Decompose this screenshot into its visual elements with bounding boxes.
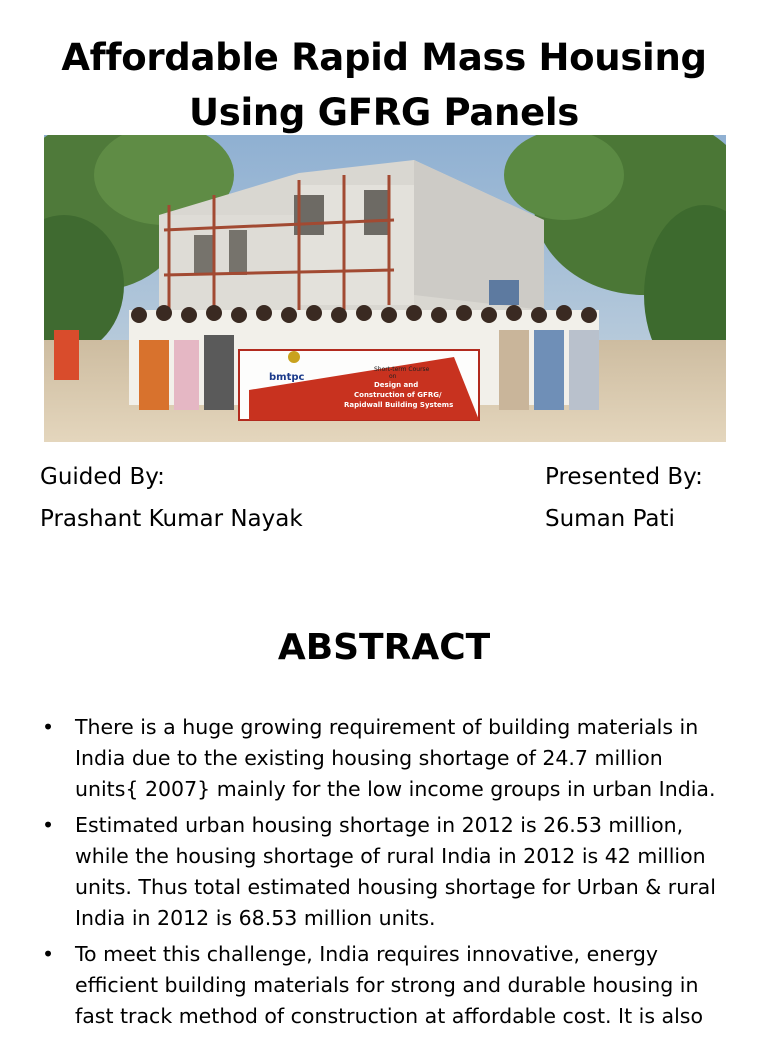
bullet-item: • There is a huge growing requirement of building materials in India due to the existing housing shortage of 24.7 million units{ 2007} mainly for the low income groups in urban India.	[40, 712, 730, 805]
banner-logo: bmtpc	[269, 372, 305, 383]
banner-line-2: on	[389, 373, 397, 380]
presented-by-block	[545, 456, 703, 540]
banner-line-1: Short-term Course	[374, 366, 430, 373]
abstract-heading: ABSTRACT	[277, 627, 491, 668]
abstract-bullet-list	[40, 712, 730, 1037]
page-title	[0, 30, 768, 140]
title-line-2: Using GFRG Panels	[189, 91, 579, 134]
guided-by-name: Prashant Kumar Nayak	[40, 506, 303, 532]
banner-line-5: Rapidwall Building Systems	[344, 401, 454, 409]
course-banner	[239, 350, 479, 420]
bullet-item: • To meet this challenge, India requires innovative, energy efficient building materials for strong and durable housing in fast track method of construction at affordable cost. It is also	[40, 939, 730, 1032]
group-photo	[44, 135, 726, 442]
presented-by-label: Presented By:	[545, 464, 703, 490]
guided-by-block	[40, 456, 303, 540]
guided-by-label: Guided By:	[40, 464, 165, 490]
bullet-item: • Estimated urban housing shortage in 2012 is 26.53 million, while the housing shortage of rural India in 2012 is 42 million units. Thus total estimated housing shortage for Urban & rural India in 2012 is 68.53 million units.	[40, 810, 730, 934]
banner-line-3: Design and	[374, 381, 419, 389]
title-line-1: Affordable Rapid Mass Housing	[61, 36, 707, 79]
presented-by-name: Suman Pati	[545, 506, 675, 532]
banner-line-4: Construction of GFRG/	[354, 391, 442, 399]
